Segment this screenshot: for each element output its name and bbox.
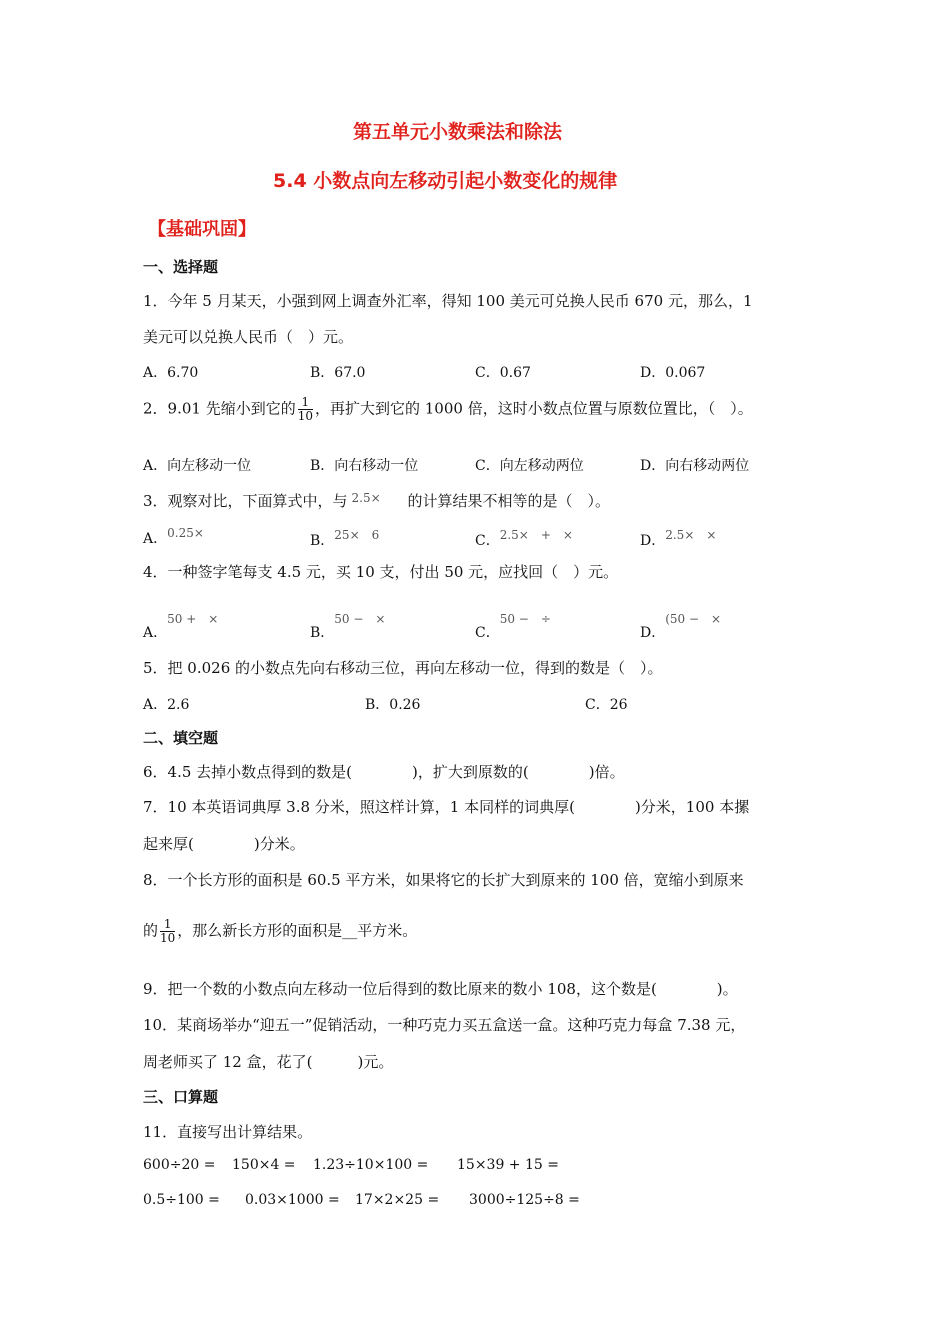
q5-option-b: B．0.26: [365, 697, 421, 713]
q4-option-b-expr: 50 − ×: [334, 612, 386, 626]
q8-frac-den: 10: [160, 931, 176, 945]
question-4: 4．一种签字笔每支 4.5 元，买 10 支，付出 50 元，应找回（ ）元。: [143, 563, 619, 581]
q4-option-c: [475, 610, 551, 642]
q2-option-a: A．向左移动一位: [143, 458, 252, 474]
question-8-line1: 8．一个长方形的面积是 60.5 平方米，如果将它的长扩大到原来的 100 倍，宽缩小到原来: [143, 871, 744, 889]
q8-text-pre: 的: [143, 921, 159, 940]
q3-text-post: 的计算结果不相等的是（ ）。: [407, 492, 611, 510]
q2-text-pre: 2．9.01 先缩小到它的: [143, 399, 296, 418]
q4-option-b-label: B．: [310, 625, 335, 641]
q3-text-pre: 3．观察对比，下面算式中，与: [143, 492, 348, 510]
question-3: [143, 490, 610, 511]
question-1-line2: 美元可以兑换人民币（ ）元。: [143, 328, 354, 346]
q3-option-a-expr: 0.25×: [167, 526, 204, 540]
q5-option-c: C．26: [585, 697, 628, 713]
q3-option-b: [310, 526, 379, 550]
calc-item: 600÷20 =: [143, 1157, 216, 1173]
q3-option-c-label: C．: [475, 533, 500, 549]
q1-option-d: D．0.067: [640, 365, 706, 381]
q1-option-b: B．67.0: [310, 365, 366, 381]
q3-option-c-expr: 2.5× + ×: [499, 528, 573, 542]
q2-fraction: [298, 396, 313, 423]
q4-option-a-label: A．: [143, 625, 168, 641]
question-7-line1: 7．10 本英语词典厚 3.8 分米，照这样计算，1 本同样的词典厚( )分米，100 本摞: [143, 798, 750, 816]
q8-frac-num: 1: [160, 918, 175, 932]
q8-text-post: ，那么新长方形的面积是__平方米。: [177, 921, 418, 940]
q4-option-c-label: C．: [475, 625, 500, 641]
q4-option-d-label: D．: [640, 625, 666, 641]
q4-option-a: [143, 610, 218, 642]
section-heading-fill: 二、填空题: [143, 729, 219, 747]
q3-option-a: [143, 526, 204, 548]
q8-fraction: [160, 918, 175, 945]
question-10-line2: 周老师买了 12 盒，花了( )元。: [143, 1053, 394, 1071]
q1-option-a: A．6.70: [143, 365, 199, 381]
calc-item: 0.03×1000 =: [245, 1192, 340, 1208]
question-9: 9．把一个数的小数点向左移动一位后得到的数比原来的数小 108，这个数是( )。: [143, 980, 738, 998]
q5-option-a: A．2.6: [143, 697, 190, 713]
q2-frac-den: 10: [297, 409, 313, 423]
calc-item: 3000÷125÷8 =: [469, 1192, 580, 1208]
q3-expression: 2.5×: [351, 491, 381, 505]
question-6: 6．4.5 去掉小数点得到的数是( )，扩大到原数的( )倍。: [143, 763, 625, 781]
q2-option-c: C．向左移动两位: [475, 458, 584, 474]
calc-item: 150×4 =: [232, 1157, 296, 1173]
question-5: 5．把 0.026 的小数点先向右移动三位，再向左移动一位，得到的数是（ ）。: [143, 659, 663, 677]
q4-option-b: [310, 610, 386, 642]
q3-option-d-expr: 2.5× ×: [665, 528, 717, 542]
question-8-line2: [143, 918, 417, 945]
question-1-line1: 1．今年 5 月某天，小强到网上调查外汇率，得知 100 美元可兑换人民币 670 元，那么，1: [143, 292, 753, 310]
section-badge: 【基础巩固】: [148, 219, 256, 240]
q3-option-b-expr: 25× 6: [334, 528, 380, 542]
q3-option-d: [640, 526, 716, 550]
question-2: [143, 396, 753, 423]
question-7-line2: 起来厚( )分米。: [143, 835, 305, 853]
q3-option-a-label: A．: [143, 531, 168, 547]
calc-item: 1.23÷10×100 =: [313, 1157, 429, 1173]
q1-option-c: C．0.67: [475, 365, 531, 381]
q2-option-d: D．向右移动两位: [640, 458, 750, 474]
q2-frac-num: 1: [298, 396, 313, 410]
q3-option-c: [475, 526, 573, 550]
calc-item: 0.5÷100 =: [143, 1192, 220, 1208]
lesson-title: 5.4 小数点向左移动引起小数变化的规律: [273, 170, 618, 192]
section-heading-mental-math: 三、口算题: [143, 1088, 219, 1106]
q4-option-a-expr: 50 + ×: [167, 612, 219, 626]
q2-option-b: B．向右移动一位: [310, 458, 419, 474]
q3-option-d-label: D．: [640, 533, 666, 549]
q4-option-d-expr: (50 − ×: [665, 612, 722, 626]
question-11: 11．直接写出计算结果。: [143, 1123, 313, 1141]
q2-text-post: ，再扩大到它的 1000 倍，这时小数点位置与原数位置比，（ ）。: [315, 399, 753, 418]
calc-item: 17×2×25 =: [355, 1192, 440, 1208]
q4-option-c-expr: 50 − ÷: [499, 612, 551, 626]
q3-option-b-label: B．: [310, 533, 335, 549]
section-heading-choice: 一、选择题: [143, 258, 219, 276]
unit-title: 第五单元小数乘法和除法: [353, 121, 563, 143]
calc-item: 15×39 + 15 =: [457, 1157, 559, 1173]
question-10-line1: 10．某商场举办“迎五一”促销活动，一种巧克力买五盒送一盒。这种巧克力每盒 7.38 元，: [143, 1016, 746, 1034]
q4-option-d: [640, 610, 721, 642]
